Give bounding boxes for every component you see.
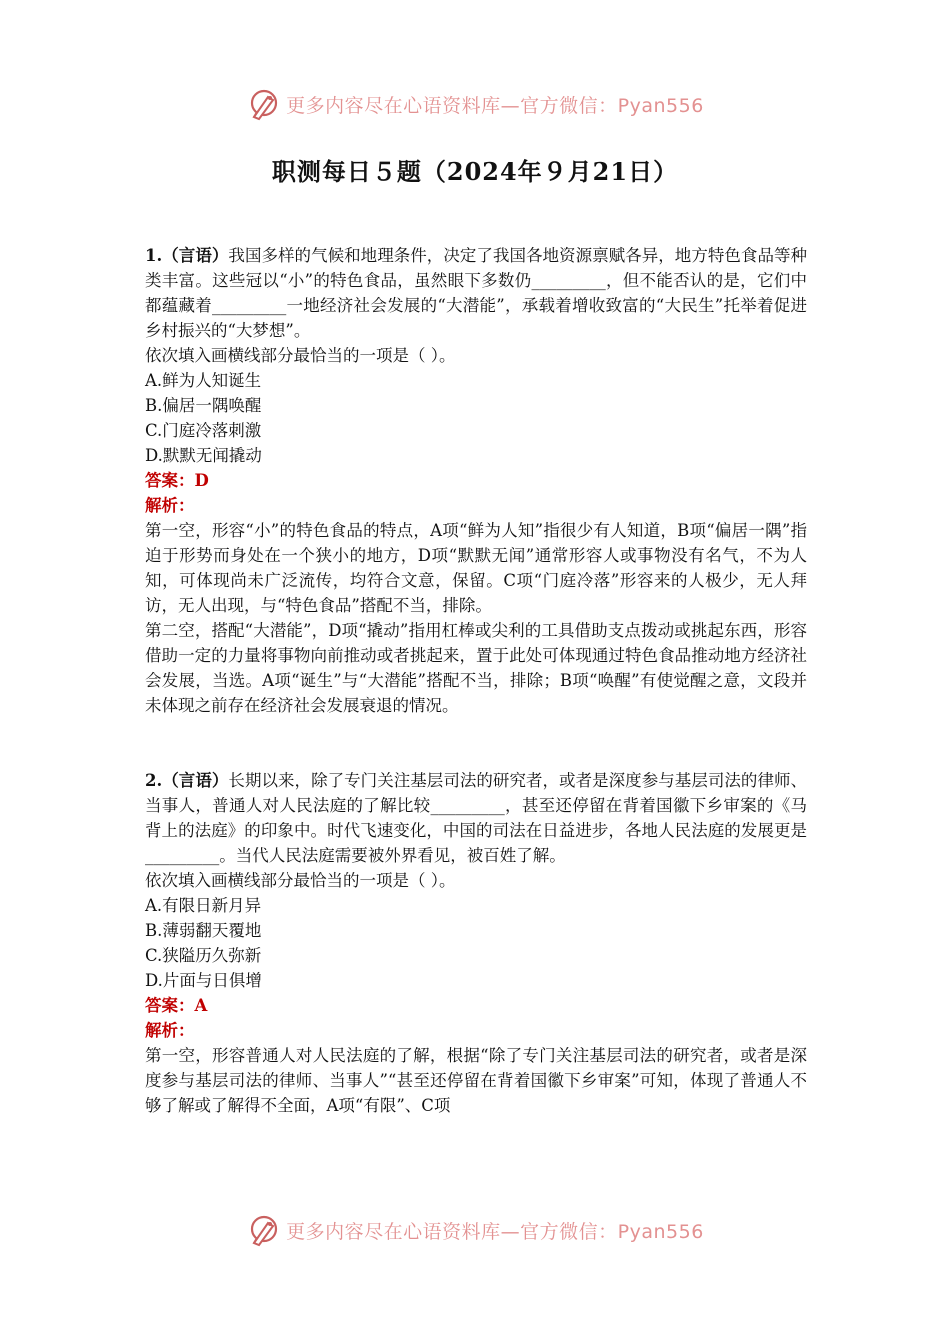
- question-number: 1.: [145, 246, 163, 265]
- answer: 答案：D: [145, 471, 209, 490]
- option-d: D.默默无闻撬动: [145, 446, 262, 465]
- header-watermark: [0, 82, 950, 126]
- option-a: A.有限日新月异: [145, 896, 262, 915]
- question-number: 2.: [145, 771, 163, 790]
- spacer: [145, 718, 807, 768]
- analysis-paragraph: 第一空，形容“小”的特色食品的特点，A项“鲜为人知”指很少有人知道，B项“偏居一隅”指迫于形势而身处在一个狭小的地方，D项“默默无闻”通常形容人或事物没有名气，不为人知，可体现尚未广泛流传，均符合文意，保留。C项“门庭冷落”形容来的人极少，无人拜访，无人出现，与“特色食品”搭配不当，排除。: [145, 521, 807, 615]
- pen-nib-icon: [246, 1212, 282, 1248]
- question-2: [145, 768, 807, 1118]
- analysis-paragraph: 第二空，搭配“大潜能”，D项“撬动”指用杠棒或尖利的工具借助支点拨动或挑起东西，形容借助一定的力量将事物向前推动或者挑起来，置于此处可体现通过特色食品推动地方经济社会发展，当选。A项“诞生”与“大潜能”搭配不当，排除；B项“唤醒”有使觉醒之意，文段并未体现之前存在经济社会发展衰退的情况。: [145, 621, 807, 715]
- watermark-text: 更多内容尽在心语资料库—官方微信：Pyan556: [286, 94, 704, 117]
- question-1: [145, 243, 807, 718]
- option-a: A.鲜为人知诞生: [145, 371, 262, 390]
- answer: 答案：A: [145, 996, 208, 1015]
- footer-watermark: [0, 1208, 950, 1252]
- question-text: 长期以来，除了专门关注基层司法的研究者，或者是深度参与基层司法的律师、当事人，普通人对人民法庭的了解比较_________，甚至还停留在背着国徽下乡审案的《马背上的法庭》的印象中。时代飞速变化，中国的司法在日益进步，各地人民法庭的发展更是_________。当代人民法庭需要被外界看见，被百姓了解。: [145, 771, 808, 865]
- pen-nib-icon: [246, 86, 282, 122]
- question-prompt: 依次填入画横线部分最恰当的一项是（ ）。: [145, 871, 456, 890]
- analysis-paragraph: 第一空，形容普通人对人民法庭的了解，根据“除了专门关注基层司法的研究者，或者是深度参与基层司法的律师、当事人”“甚至还停留在背着国徽下乡审案”可知，体现了普通人不够了解或了解得不全面，A项“有限”、C项: [145, 1046, 807, 1115]
- question-category: （言语）: [162, 771, 229, 790]
- option-c: C.狭隘历久弥新: [145, 946, 262, 965]
- watermark-text: 更多内容尽在心语资料库—官方微信：Pyan556: [286, 1220, 704, 1243]
- option-d: D.片面与日俱增: [145, 971, 262, 990]
- option-c: C.门庭冷落刺激: [145, 421, 262, 440]
- question-prompt: 依次填入画横线部分最恰当的一项是（ ）。: [145, 346, 456, 365]
- question-category: （言语）: [162, 246, 229, 265]
- page-title: 职测每日５题（2024年９月21日）: [271, 157, 679, 186]
- option-b: B.薄弱翻天覆地: [145, 921, 262, 940]
- question-text: 我国多样的气候和地理条件，决定了我国各地资源禀赋各异，地方特色食品等种类丰富。这些冠以“小”的特色食品，虽然眼下多数仍_________，但不能否认的是，它们中都蕴藏着_________一地经济社会发展的“大潜能”，承载着增收致富的“大民生”托举着促进乡村振兴的“大梦想”。: [145, 246, 808, 340]
- analysis-label: 解析：: [145, 1021, 195, 1040]
- question-stem: [145, 243, 807, 343]
- option-b: B.偏居一隅唤醒: [145, 396, 262, 415]
- question-list: [145, 243, 807, 1118]
- question-stem: [145, 768, 807, 868]
- analysis-label: 解析：: [145, 496, 195, 515]
